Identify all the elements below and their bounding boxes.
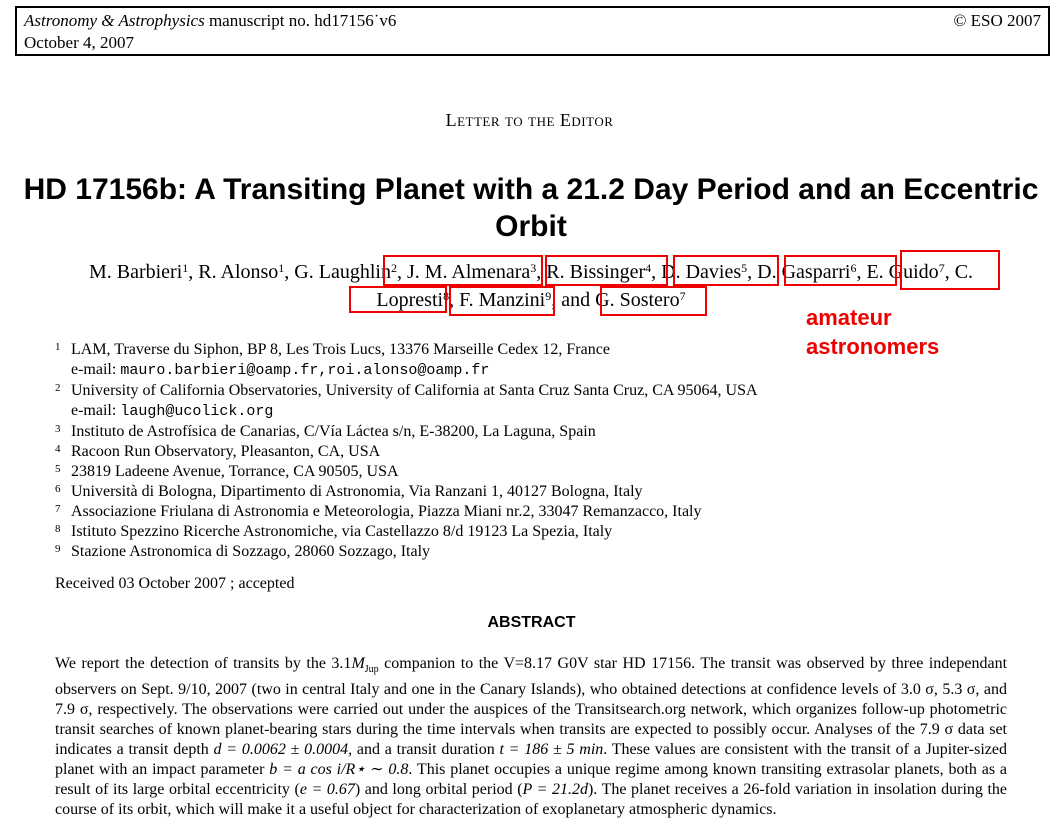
affiliation-mark: 6: [850, 261, 857, 275]
author[interactable]: R. Bissinger: [546, 261, 646, 283]
author[interactable]: F. Manzini: [459, 289, 546, 311]
author-surname[interactable]: Lopresti: [376, 289, 444, 311]
affiliation-text: Instituto de Astrofísica de Canarias, C/Vía Láctea s/n, E-38200, La Laguna, Spain: [71, 423, 596, 440]
author-line-1: M. Barbieri$^1$, R. Alonso$^1$, G. Laughlin$^2$, J. M. Almenara$^3$, R. Bissinger$^4$, D. Davies$^5$, D. Gasparri$^6$, E. Guido$^7$, C.: [88, 261, 974, 283]
affiliation-mark: 3: [530, 261, 537, 275]
affiliation-item: [55, 422, 758, 442]
affiliation-number: 4: [55, 443, 61, 455]
affiliation-number: 9: [55, 543, 61, 555]
annotation-line: amateur: [806, 305, 892, 330]
email-label: e-mail:: [71, 402, 121, 419]
affiliation-text: 23819 Ladeene Avenue, Torrance, CA 90505, USA: [71, 463, 399, 480]
affiliation-number: 7: [55, 503, 61, 515]
highlight-box: [545, 255, 668, 286]
author[interactable]: J. M. Almenara: [406, 261, 531, 283]
affiliation-item: [55, 482, 758, 502]
affiliation-mark: 1: [278, 261, 285, 275]
affiliation-number: 5: [55, 463, 61, 475]
annotation-line: astronomers: [806, 334, 940, 359]
abstract-run: , and a transit duration: [348, 741, 500, 759]
math-expression: e = 0.67: [299, 781, 355, 799]
email-label: e-mail:: [71, 361, 121, 378]
copyright: © ESO 2007: [953, 11, 1041, 30]
affiliation-text: Stazione Astronomica di Sozzago, 28060 Sozzago, Italy: [71, 543, 431, 560]
highlight-box: [784, 255, 897, 286]
affiliation-item: [55, 502, 758, 522]
affiliation-mark: 4: [645, 261, 652, 275]
author[interactable]: R. Alonso: [198, 261, 279, 283]
affiliation-text: Associazione Friulana di Astronomia e Meteorologia, Piazza Miani nr.2, 33047 Remanzacco, Italy: [71, 503, 702, 520]
affiliation-number: 3: [55, 423, 61, 435]
affiliation-item: [55, 442, 758, 462]
affiliation-number: 8: [55, 523, 61, 535]
affiliation-mark: 2: [390, 261, 397, 275]
abstract-text: [55, 654, 1007, 820]
manuscript-line: [24, 10, 1042, 32]
affiliation-mark: 1: [182, 261, 189, 275]
affiliation-item: [55, 522, 758, 542]
affiliation-text: LAM, Traverse du Siphon, BP 8, Les Trois Lucs, 13376 Marseille Cedex 12, France: [71, 341, 610, 358]
affiliation-list: [55, 340, 758, 562]
affiliation-mark: 7: [938, 261, 945, 275]
math-subscript: Jup: [364, 664, 379, 676]
author[interactable]: G. Laughlin: [294, 261, 391, 283]
math-expression: d = 0.0062 ± 0.0004: [213, 741, 349, 759]
affiliation-item: [55, 381, 758, 401]
annotation-label: [806, 303, 939, 361]
affiliation-mark: 9: [545, 289, 552, 303]
author[interactable]: M. Barbieri: [88, 261, 183, 283]
email-address[interactable]: mauro.barbieri@oamp.fr,roi.alonso@oamp.fr: [120, 362, 490, 379]
abstract-run: . This planet occupies a unique regime among known transiting extrasolar planets, both as a result of its large orbital eccentricity (: [55, 761, 1007, 799]
author[interactable]: G. Sostero: [595, 289, 680, 311]
math-expression: t = 186 ± 5 min: [499, 741, 604, 759]
abstract-run: We report the detection of transits by the 3.1: [55, 655, 352, 672]
abstract-run: ). The planet receives a 26-fold variation in insolation during the course of its orbit, which will make it a useful object for characterization of exoplanetary atmospheric dynamics.: [55, 781, 1008, 819]
affiliation-text: Racoon Run Observatory, Pleasanton, CA, USA: [71, 443, 381, 460]
highlight-box: [673, 255, 779, 286]
journal-header: [15, 6, 1050, 56]
highlight-box: [900, 250, 1000, 290]
highlight-box: [600, 286, 707, 316]
highlight-box: [383, 255, 543, 286]
letter-label: Letter to the Editor: [445, 110, 614, 130]
author-line-2: Lopresti$^8$, F. Manzini$^9$, and G. Sostero$^7$: [376, 289, 686, 311]
author[interactable]: D. Gasparri: [757, 261, 851, 283]
affiliation-text: University of California Observatories, University of California at Santa Cruz Santa Cruz, CA 95064, USA: [71, 382, 758, 399]
affiliation-email: [55, 360, 758, 381]
abstract-run: companion to the V=8.17 G0V star HD 17156. The transit was observed by three independant observers on Sept. 9/10, 2007 (two in central Italy and one in the Canary Islands), who obtained detections at confidence levels of 3.0 σ, 5.3 σ, and 7.9 σ, respectively. The observations were carried out under the auspices of the Transitsearch.org network, which organizes follow-up photometric transit searches of known planet-bearing stars during the time intervals when transits are expected to possibly occur. Analyses of the 7.9 σ data set indicates a transit depth: [55, 655, 1008, 759]
received-line: Received 03 October 2007 ; accepted: [55, 575, 295, 592]
abstract-heading: ABSTRACT: [487, 614, 576, 631]
author-first-initial[interactable]: C.: [954, 261, 974, 283]
affiliation-item: [55, 340, 758, 360]
affiliation-number: 6: [55, 483, 61, 495]
affiliation-mark: 5: [741, 261, 748, 275]
highlight-box: [449, 286, 555, 316]
math-expression: b = a cos i/R⋆ ∼ 0.8: [269, 761, 409, 779]
affiliation-number: 2: [55, 382, 61, 394]
author[interactable]: E. Guido: [866, 261, 939, 283]
header-date: October 4, 2007: [24, 33, 135, 52]
abstract-run: ) and long orbital period (: [354, 781, 523, 799]
and-word: and: [561, 289, 591, 311]
manuscript-number: manuscript no. hd17156˙v6: [204, 11, 397, 30]
affiliation-item: [55, 462, 758, 482]
abstract-run: . These values are consistent with the transit of a Jupiter-sized planet with an impact parameter: [55, 741, 1008, 779]
affiliation-number: 1: [55, 341, 61, 353]
math-expression: P = 21.2d: [522, 781, 588, 799]
highlight-box: [349, 286, 450, 313]
paper-title: HD 17156b: A Transiting Planet with a 21.2 Day Period and an Eccentric Orbit: [23, 173, 1039, 243]
author[interactable]: D. Davies: [661, 261, 742, 283]
affiliation-email: [55, 401, 758, 422]
email-address[interactable]: laugh@ucolick.org: [120, 403, 274, 420]
affiliation-text: Università di Bologna, Dipartimento di Astronomia, Via Ranzani 1, 40127 Bologna, Italy: [71, 483, 643, 500]
affiliation-mark: 7: [679, 289, 686, 303]
journal-name: Astronomy & Astrophysics: [24, 11, 205, 30]
math-symbol: M: [351, 655, 365, 672]
affiliation-text: Istituto Spezzino Ricerche Astronomiche, via Castellazzo 8/d 19123 La Spezia, Italy: [71, 523, 613, 540]
affiliation-mark: 8: [443, 289, 450, 303]
affiliation-item: [55, 542, 758, 562]
